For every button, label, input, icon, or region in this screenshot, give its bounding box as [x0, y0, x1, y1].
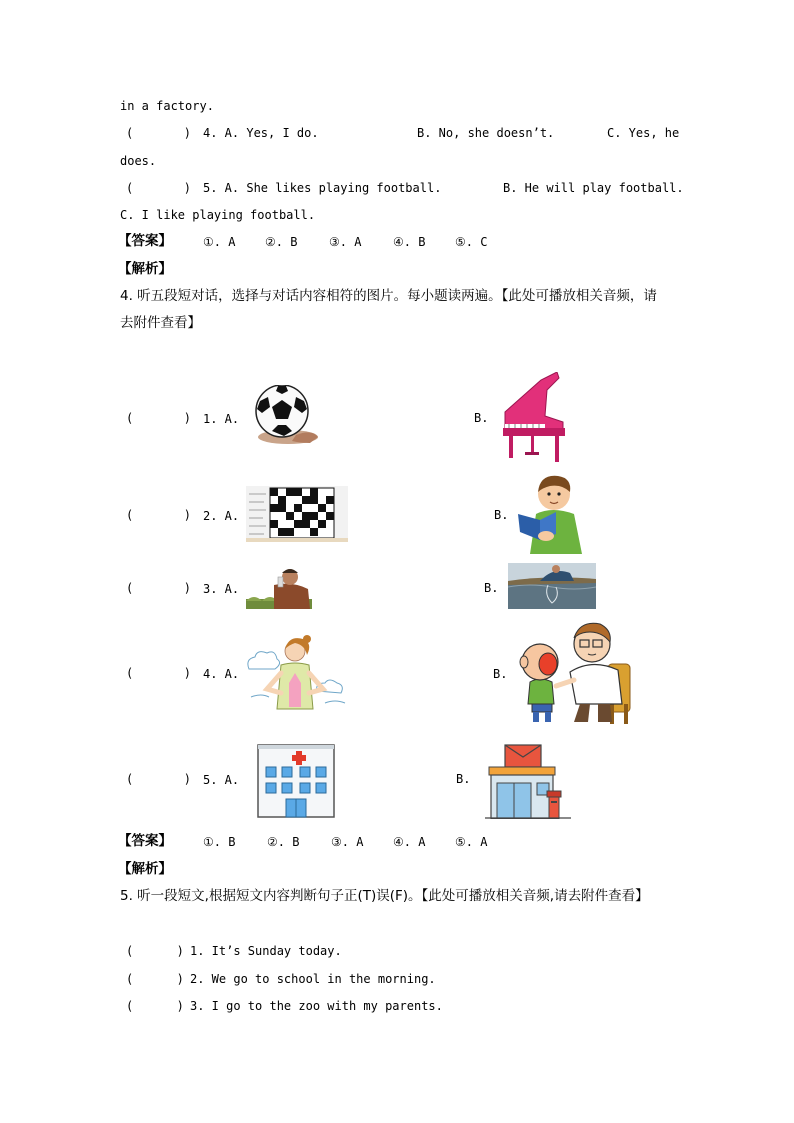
piano-image — [497, 372, 569, 464]
answer-4-1: ①. B — [203, 835, 236, 849]
s4-q5-b: B. — [456, 772, 471, 786]
section4-instruction-line1: 4. 听五段短对话，选择与对话内容相符的图片。每小题读两遍。【此处可播放相关音频，请 — [120, 288, 657, 304]
analysis-label-4: 【解析】 — [118, 861, 172, 877]
q5-paren: ( ) — [126, 181, 192, 195]
s5-q2-paren: ( ) — [126, 972, 184, 986]
boy-reading-image — [516, 472, 586, 554]
answer-3-1: ①. A — [203, 235, 236, 249]
q5-option-b: B. He will play football. — [503, 181, 684, 195]
s4-q1-b: B. — [474, 411, 489, 425]
q5-option-c: C. I like playing football. — [120, 208, 316, 222]
s4-q1-paren: ( ) — [126, 411, 192, 425]
s4-q4-b: B. — [493, 667, 508, 681]
doctor-patient-image — [518, 620, 638, 726]
s5-q2-text: 2. We go to school in the morning. — [190, 972, 436, 986]
answer-4-3: ③. A — [331, 835, 364, 849]
q4-stem: 4. A. Yes, I do. — [203, 126, 319, 140]
post-office-image — [485, 743, 571, 819]
s4-q2-b: B. — [494, 508, 509, 522]
s5-q1-paren: ( ) — [126, 944, 184, 958]
q4-wrap: does. — [120, 154, 157, 168]
line-factory: in a factory. — [120, 99, 214, 113]
crossword-image — [246, 486, 348, 542]
s4-q3-b: B. — [484, 581, 499, 595]
answer-3-4: ④. B — [393, 235, 426, 249]
man-drinking-image — [246, 565, 312, 609]
answer-3-3: ③. A — [329, 235, 362, 249]
answer-4-5: ⑤. A — [455, 835, 488, 849]
q4-option-c: C. Yes, he — [607, 126, 680, 140]
answer-3-5: ⑤. C — [455, 235, 488, 249]
s5-q3-text: 3. I go to the zoo with my parents. — [190, 999, 443, 1013]
hospital-image — [256, 741, 336, 819]
s4-q1-num: 1. A. — [203, 412, 240, 426]
s4-q4-paren: ( ) — [126, 666, 192, 680]
s4-q4-num: 4. A. — [203, 667, 240, 681]
woman-breathing-image — [245, 633, 349, 715]
section4-instruction-line2: 去附件查看】 — [120, 315, 201, 331]
man-fishing-image — [508, 563, 596, 609]
analysis-label-3: 【解析】 — [118, 261, 172, 277]
answer-4-2: ②. B — [267, 835, 300, 849]
section5-instruction: 5. 听一段短文,根据短文内容判断句子正(T)误(F)。【此处可播放相关音频,请去附件查看】 — [120, 888, 649, 904]
q5-stem: 5. A. She likes playing football. — [203, 181, 442, 195]
s5-q1-text: 1. It’s Sunday today. — [190, 944, 342, 958]
answer-label-3: 【答案】 — [118, 233, 172, 249]
s4-q5-paren: ( ) — [126, 772, 192, 786]
football-image — [252, 385, 320, 445]
s5-q3-paren: ( ) — [126, 999, 184, 1013]
q4-option-b: B. No, she doesn’t. — [417, 126, 555, 140]
q4-paren: ( ) — [126, 126, 192, 140]
s4-q2-num: 2. A. — [203, 509, 240, 523]
s4-q3-paren: ( ) — [126, 581, 192, 595]
answer-3-2: ②. B — [265, 235, 298, 249]
s4-q5-num: 5. A. — [203, 773, 240, 787]
s4-q3-num: 3. A. — [203, 582, 240, 596]
answer-4-4: ④. A — [393, 835, 426, 849]
s4-q2-paren: ( ) — [126, 508, 192, 522]
answer-label-4: 【答案】 — [118, 833, 172, 849]
